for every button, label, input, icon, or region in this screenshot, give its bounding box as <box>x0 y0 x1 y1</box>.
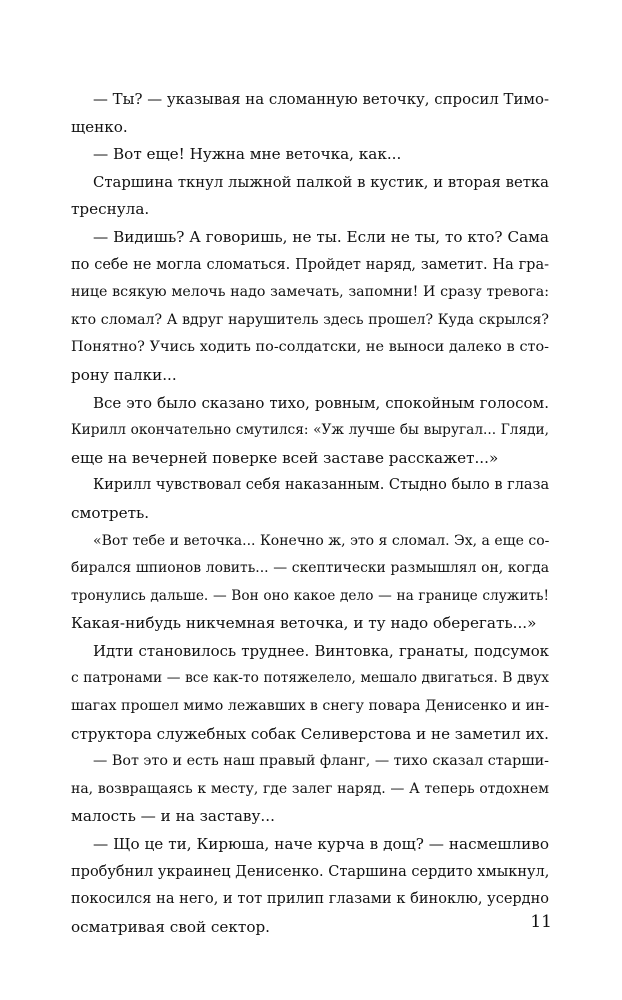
text-line: «Вот тебе и веточка... Конечно ж, это я сломал. Эх, а еще со- <box>93 532 549 549</box>
paragraph <box>71 638 549 748</box>
text-line: с патронами — все как-то потяжелело, мешало двигаться. В двух <box>71 670 549 687</box>
text-line: смотреть. <box>71 503 150 522</box>
text-line: — Вот еще! Нужна мне веточка, как... <box>93 145 402 164</box>
text-line: рону палки... <box>71 365 177 384</box>
text-line: на, возвращаясь к месту, где залег наряд. — А теперь отдохнем <box>71 780 549 797</box>
text-line: кто сломал? А вдруг нарушитель здесь прошел? Куда скрылся? <box>71 311 549 328</box>
paragraph <box>71 748 549 831</box>
body-text <box>71 86 549 941</box>
paragraph <box>71 224 549 390</box>
text-line: нице всякую мелочь надо замечать, запомни! И сразу тревога: <box>71 284 549 301</box>
text-line: Старшина ткнул лыжной палкой в кустик, и вторая ветка <box>93 173 549 191</box>
text-line: еще на вечерней поверке всей заставе расскажет...» <box>71 448 499 467</box>
text-line: — Видишь? А говоришь, не ты. Если не ты, то кто? Сама <box>93 227 549 246</box>
paragraph <box>71 528 549 638</box>
text-line: Понятно? Учись ходить по-солдатски, не выноси далеко в сто- <box>71 339 549 356</box>
text-line: по себе не могла сломаться. Пройдет наряд, заметит. На гра- <box>71 256 549 273</box>
page-number: 11 <box>530 912 552 932</box>
text-line: — Вот это и есть наш правый фланг, — тихо сказал старши- <box>93 753 549 770</box>
paragraph <box>71 390 549 473</box>
paragraph <box>71 831 549 941</box>
text-line: тронулись дальше. — Вон оно какое дело — на границе служить! <box>71 587 549 604</box>
paragraph <box>71 86 549 141</box>
text-line: покосился на него, и тот прилип глазами к биноклю, усердно <box>71 891 549 908</box>
text-line: Кирилл окончательно смутился: «Уж лучше бы выругал... Гляди, <box>71 422 549 439</box>
text-line: Идти становилось труднее. Винтовка, гранаты, подсумок <box>93 641 549 660</box>
text-line: — Що це ти, Кирюша, наче курча в дощ? — насмешливо <box>93 835 549 854</box>
text-line: шагах прошел мимо лежавших в снегу повара Денисенко и ин- <box>71 698 549 715</box>
text-line: бирался шпионов ловить... — скептически размышлял он, когда <box>71 560 549 577</box>
text-line: Какая-нибудь никчемная веточка, и ту надо оберегать...» <box>71 614 537 633</box>
text-line: структора служебных собак Селиверстова и не заметил их. <box>71 724 549 743</box>
paragraph <box>71 169 549 224</box>
text-line: пробубнил украинец Денисенко. Старшина сердито хмыкнул, <box>71 863 549 880</box>
text-line: осматривая свой сектор. <box>71 917 271 936</box>
paragraph <box>71 472 549 527</box>
text-line: треснула. <box>71 200 150 219</box>
text-line: Кирилл чувствовал себя наказанным. Стыдно было в глаза <box>93 477 549 494</box>
text-line: — Ты? — указывая на сломанную веточку, спросил Тимо- <box>93 90 549 108</box>
text-line: щенко. <box>71 117 128 136</box>
text-line: Все это было сказано тихо, ровным, спокойным голосом. <box>93 393 549 412</box>
paragraph <box>71 141 549 169</box>
text-line: малость — и на заставу... <box>71 807 275 826</box>
